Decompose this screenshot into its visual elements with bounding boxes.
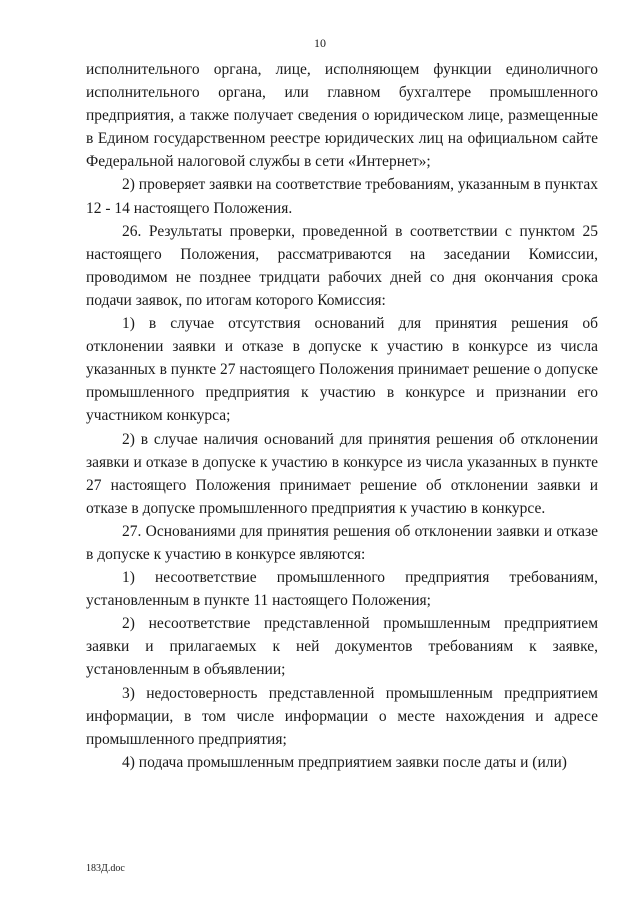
document-body (86, 58, 598, 774)
paragraph: 3) недостоверность представленной промышленным предприятием информации, в том числе информации о месте нахождения и адресе промышленного предприятия; (86, 684, 598, 748)
paragraph: 1) в случае отсутствия оснований для принятия решения об отклонении заявки и отказе в допуске к участию в конкурсе из числа указанных в пункте 27 настоящего Положения принимает решение о допуске промышленного предприятия к участию в конкурсе и признании его участником конкурса; (86, 315, 598, 425)
paragraph: исполнительного органа, лице, исполняющем функции единоличного исполнительного органа, или главном бухгалтере промышленного предприятия, а также получает сведения о юридическом лице, размещенные в Едином государственном реестре юридических лиц на официальном сайте Федеральной налоговой службы в сети «Интернет»; (86, 61, 598, 171)
footer-filename: 183Д.doc (86, 863, 125, 874)
paragraph: 2) несоответствие представленной промышленным предприятием заявки и прилагаемых к ней документов требованиям к заявке, установленным в объявлении; (86, 615, 598, 679)
paragraph: 4) подача промышленным предприятием заявки после даты и (или) (122, 753, 567, 771)
page-number: 10 (314, 36, 326, 50)
paragraph: 2) проверяет заявки на соответствие требованиям, указанным в пунктах 12 - 14 настоящего Положения. (86, 176, 598, 217)
paragraph: 27. Основаниями для принятия решения об отклонении заявки и отказе в допуске к участию в конкурсе являются: (86, 522, 598, 563)
paragraph: 2) в случае наличия оснований для принятия решения об отклонении заявки и отказе в допуске к участию в конкурсе из числа указанных в пункте 27 настоящего Положения принимает решение об отклонении заявки и отказе в допуске промышленного предприятия к участию в конкурсе. (86, 430, 598, 517)
paragraph: 26. Результаты проверки, проведенной в соответствии с пунктом 25 настоящего Положения, рассматриваются на заседании Комиссии, проводимом не позднее тридцати рабочих дней со дня окончания срока подачи заявок, по итогам которого Комиссия: (86, 222, 598, 309)
paragraph: 1) несоответствие промышленного предприятия требованиям, установленным в пункте 11 настоящего Положения; (86, 569, 598, 610)
